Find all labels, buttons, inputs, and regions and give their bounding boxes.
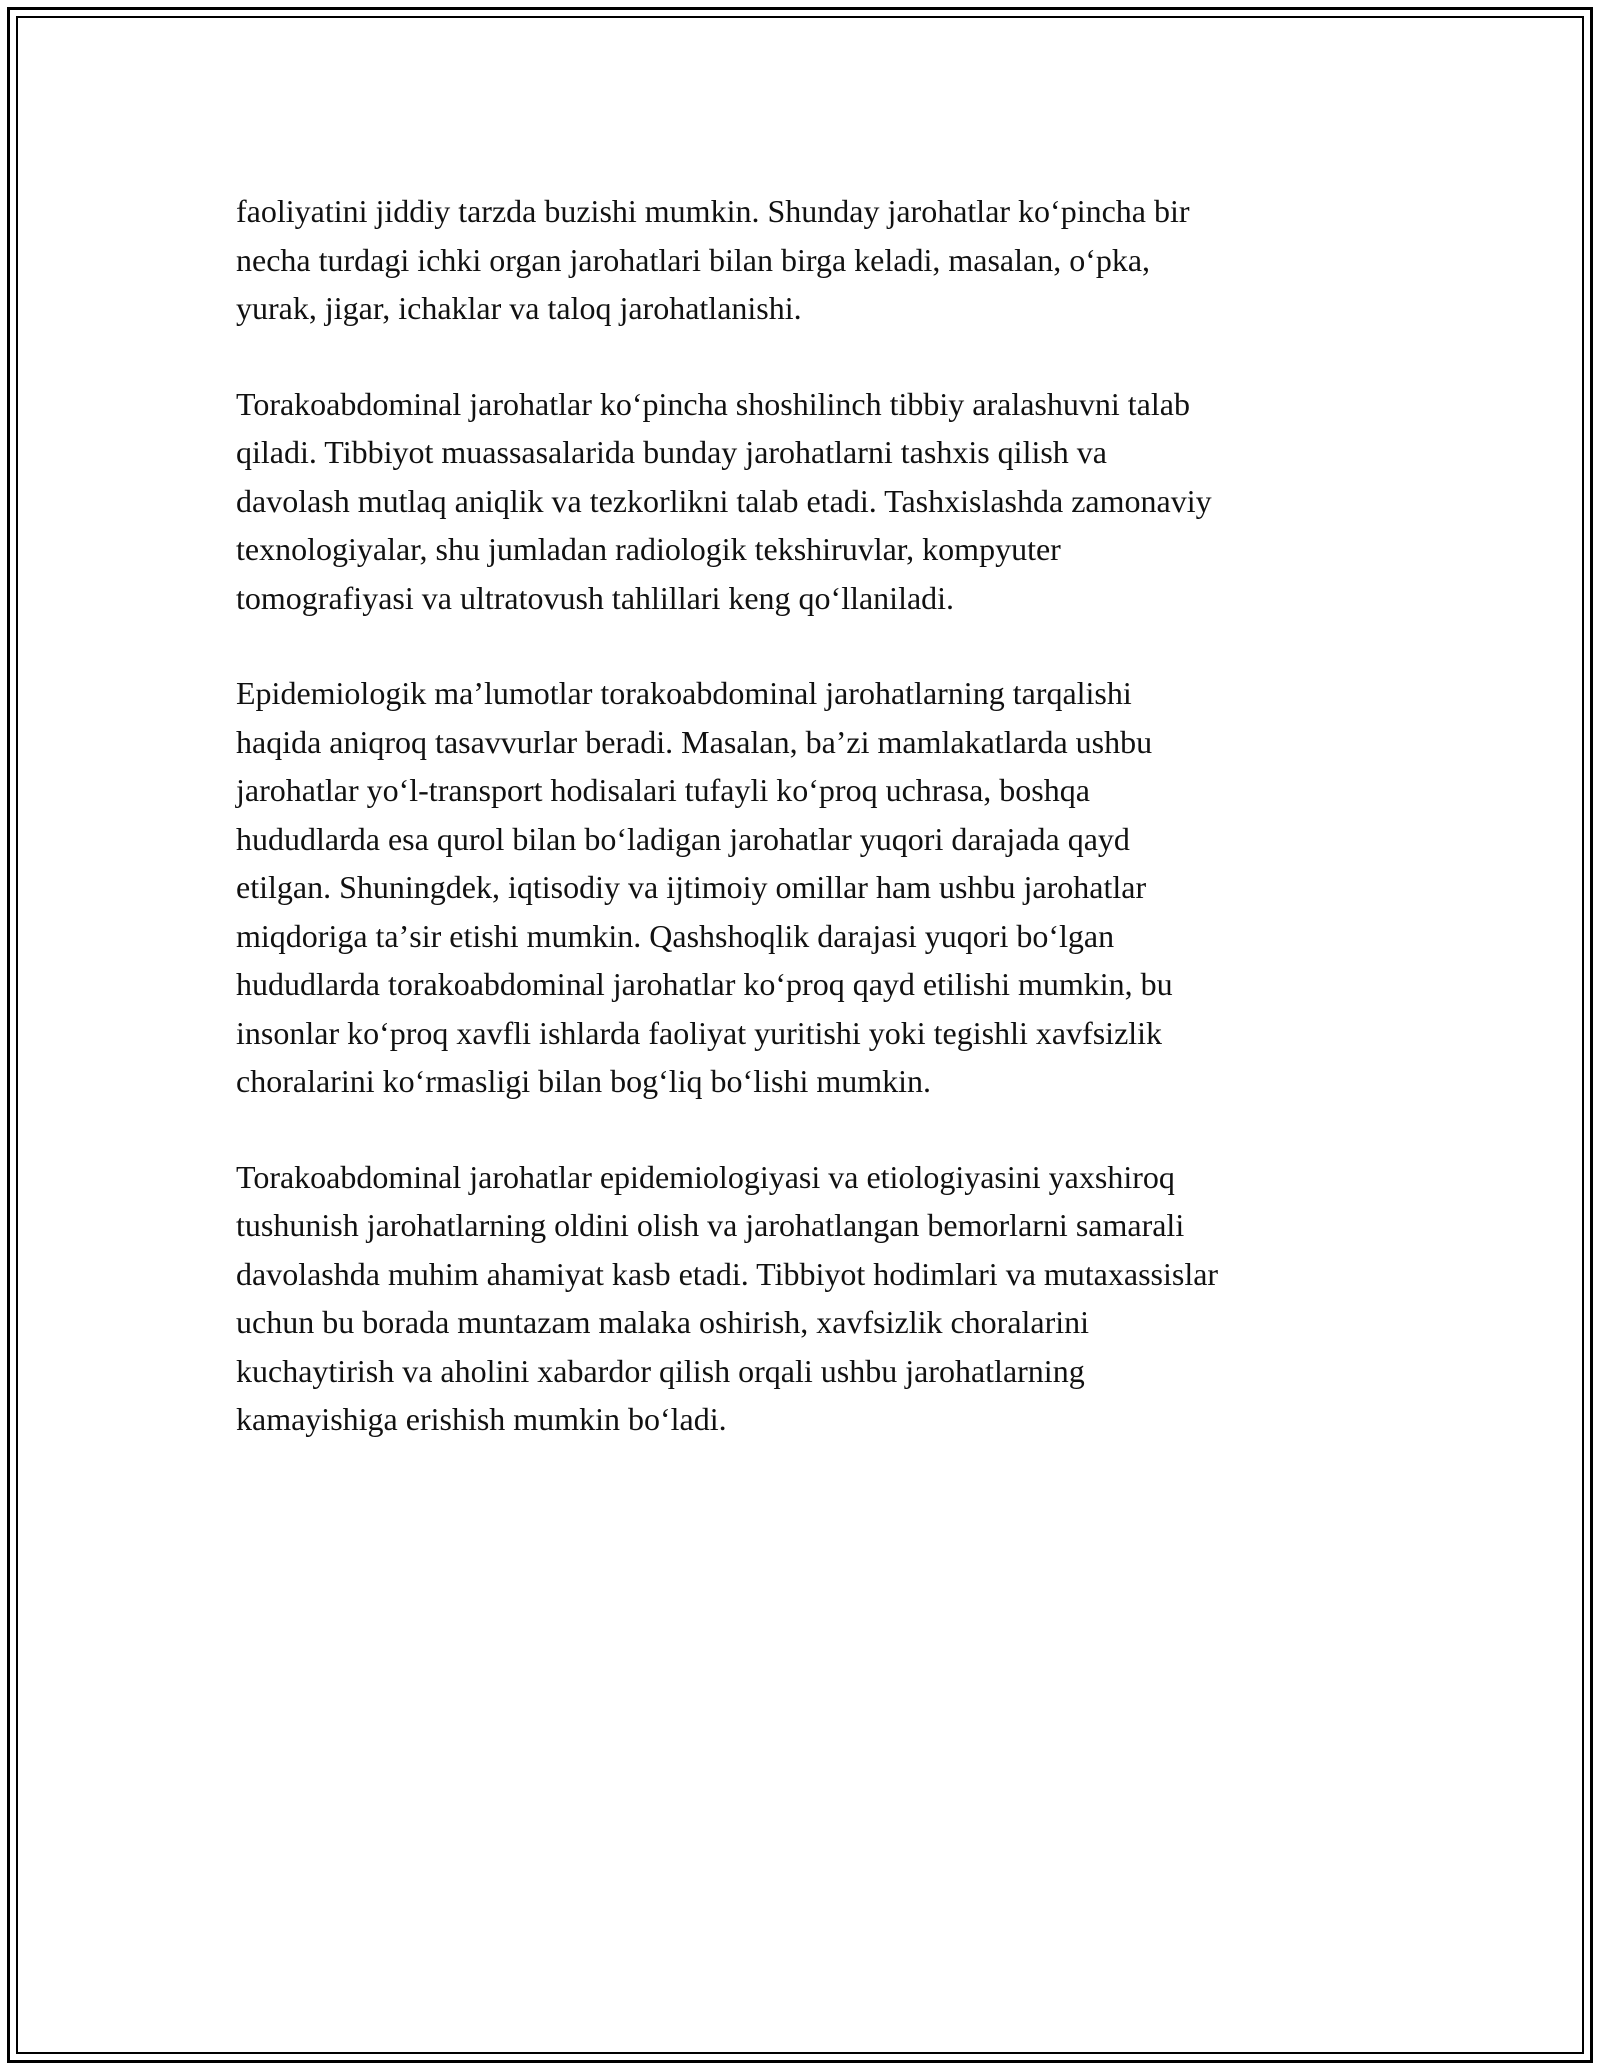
text-line: Epidemiologik maʼlumotlar torakoabdominal jarohatlarning tarqalishi [236,675,1132,711]
paragraph-4 [236,1153,1366,1444]
text-line: tomografiyasi va ultratovush tahlillari keng qoʻllaniladi. [236,579,955,616]
text-line: choralarini koʻrmasligi bilan bogʻliq boʻlishi mumkin. [236,1063,931,1099]
text-line: davolash mutlaq aniqlik va tezkorlikni talab etadi. Tashxislashda zamonaviy [236,482,1212,519]
text-line: qiladi. Tibbiyot muassasalarida bunday jarohatlarni tashxis qilish va [236,434,1107,470]
text-line: uchun bu borada muntazam malaka oshirish, xavfsizlik choralarini [236,1304,1090,1340]
text-line: tushunish jarohatlarning oldini olish va jarohatlangan bemorlarni samarali [236,1207,1185,1243]
text-line: hududlarda esa qurol bilan boʻladigan jarohatlar yuqori darajada qayd [236,820,1130,857]
text-line: faoliyatini jiddiy tarzda buzishi mumkin. Shunday jarohatlar koʻpincha bir [236,193,1190,229]
text-line: kamayishiga erishish mumkin boʻladi. [236,1401,727,1437]
text-line: hududlarda torakoabdominal jarohatlar koʻproq qayd etilishi mumkin, bu [236,966,1173,1002]
text-line: yurak, jigar, ichaklar va taloq jarohatlanishi. [236,290,802,326]
paragraph-2 [236,380,1366,623]
text-line: texnologiyalar, shu jumladan radiologik tekshiruvlar, kompyuter [236,531,1061,567]
text-line: jarohatlar yoʻl-transport hodisalari tufayli koʻproq uchrasa, boshqa [236,772,1090,808]
text-line: necha turdagi ichki organ jarohatlari bilan birga keladi, masalan, oʻpka, [236,241,1151,278]
text-line: etilgan. Shuningdek, iqtisodiy va ijtimoiy omillar ham ushbu jarohatlar [236,869,1147,905]
paragraph-3 [236,669,1366,1106]
text-line: davolashda muhim ahamiyat kasb etadi. Tibbiyot hodimlari va mutaxassislar [236,1255,1219,1292]
text-line: miqdoriga taʼsir etishi mumkin. Qashshoqlik darajasi yuqori boʻlgan [236,917,1115,954]
text-line: Torakoabdominal jarohatlar koʻpincha shoshilinch tibbiy aralashuvni talab [236,385,1190,422]
document-body [236,187,1366,1491]
text-line: Torakoabdominal jarohatlar epidemiologiyasi va etiologiyasini yaxshiroq [236,1158,1175,1195]
text-line: insonlar koʻproq xavfli ishlarda faoliyat yuritishi yoki tegishli xavfsizlik [236,1014,1163,1051]
text-line: kuchaytirish va aholini xabardor qilish orqali ushbu jarohatlarning [236,1352,1085,1389]
paragraph-1 [236,187,1366,333]
text-line: haqida aniqroq tasavvurlar beradi. Masalan, baʼzi mamlakatlarda ushbu [236,723,1153,760]
